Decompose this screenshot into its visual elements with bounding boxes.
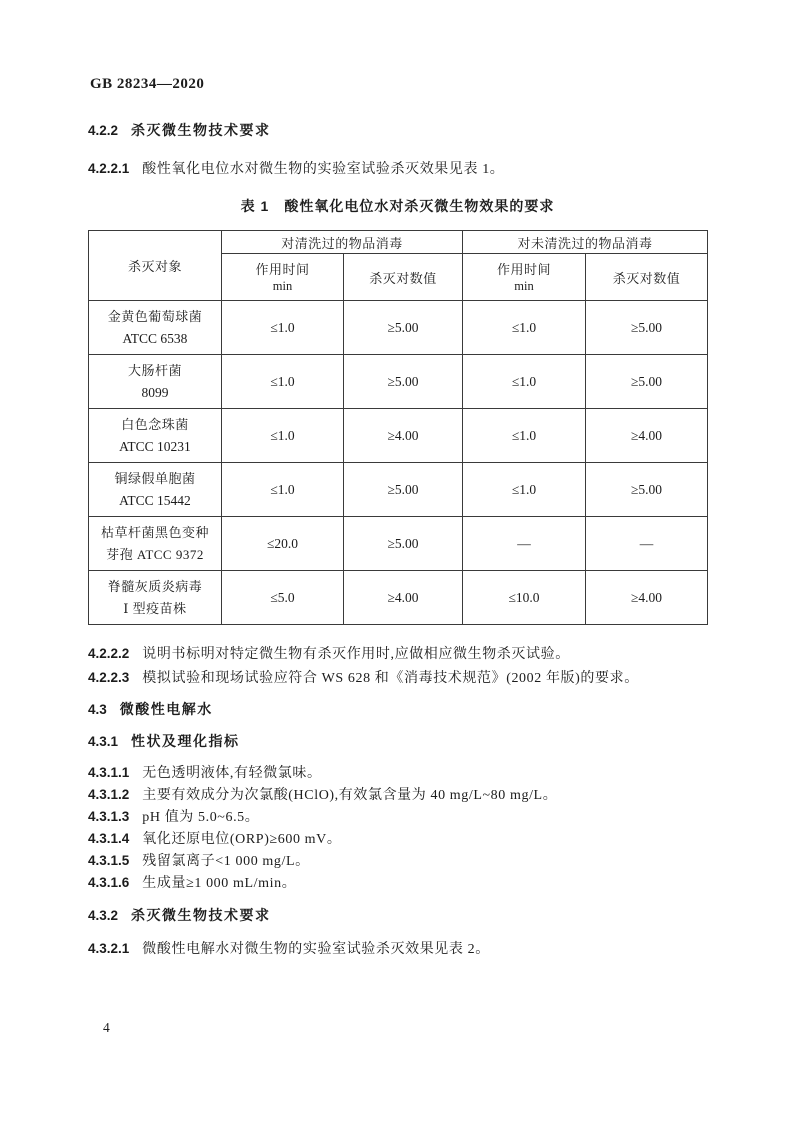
table-row — [89, 571, 708, 625]
clause-text: 杀灭微生物技术要求 — [131, 907, 271, 923]
clause-number: 4.3.1.2 — [88, 787, 130, 802]
cleaned-time: ≤1.0 — [222, 409, 344, 463]
clause-number: 4.3.2.1 — [88, 941, 130, 956]
clause-number: 4.2.2.2 — [88, 646, 130, 661]
uncleaned-time: ≤1.0 — [463, 409, 586, 463]
uncleaned-time: ≤10.0 — [463, 571, 586, 625]
clause-number: 4.3.1 — [88, 734, 119, 749]
organism-cell — [89, 571, 222, 625]
header-group-cleaned: 对清洗过的物品消毒 — [222, 231, 463, 254]
table-row — [89, 355, 708, 409]
organism-cell — [89, 517, 222, 571]
cleaned-log: ≥5.00 — [344, 355, 463, 409]
clause-text: 酸性氧化电位水对微生物的实验室试验杀灭效果见表 1。 — [142, 162, 505, 177]
clause-4.2.2.1 — [88, 160, 713, 179]
clause-text: 性状及理化指标 — [131, 733, 240, 749]
clause-text: 氧化还原电位(ORP)≥600 mV。 — [142, 832, 342, 847]
cleaned-time: ≤20.0 — [222, 517, 344, 571]
clause-text: 模拟试验和现场试验应符合 WS 628 和《消毒技术规范》(2002 年版)的要求。 — [142, 671, 639, 686]
clause-number: 4.2.2 — [88, 123, 119, 138]
clause-text: 残留氯离子<1 000 mg/L。 — [142, 854, 310, 869]
clause-number: 4.2.2.1 — [88, 161, 130, 176]
header-time-cleaned — [222, 254, 344, 301]
cleaned-time: ≤5.0 — [222, 571, 344, 625]
organism-name: 铜绿假单胞菌 — [114, 470, 196, 486]
clause-4.3.2-heading — [88, 906, 713, 926]
clause-text: pH 值为 5.0~6.5。 — [142, 810, 260, 825]
clause-4.2.2.2 — [88, 645, 713, 664]
clause-4.3.1.5 — [88, 852, 713, 871]
uncleaned-log: — — [586, 517, 708, 571]
uncleaned-log: ≥5.00 — [586, 355, 708, 409]
organism-cell — [89, 463, 222, 517]
clause-number: 4.2.2.3 — [88, 670, 130, 685]
cleaned-log: ≥4.00 — [344, 571, 463, 625]
organism-cell — [89, 409, 222, 463]
uncleaned-time: ≤1.0 — [463, 355, 586, 409]
header-log-uncleaned: 杀灭对数值 — [586, 254, 708, 301]
table1-disinfection-requirements — [88, 230, 708, 625]
organism-strain: ATCC 10231 — [119, 438, 191, 454]
clause-text: 微酸性电解水对微生物的实验室试验杀灭效果见表 2。 — [142, 942, 490, 957]
clause-text: 无色透明液体,有轻微氯味。 — [142, 766, 322, 781]
table-row — [89, 301, 708, 355]
clause-text: 微酸性电解水 — [119, 701, 213, 717]
clause-4.3.1.6 — [88, 874, 713, 893]
clause-text: 主要有效成分为次氯酸(HClO),有效氯含量为 40 mg/L~80 mg/L。 — [142, 788, 558, 803]
organism-strain: ATCC 6538 — [122, 330, 188, 346]
organism-strain: 芽孢 ATCC 9372 — [106, 546, 204, 562]
clause-4.2.2.3 — [88, 669, 713, 688]
table-row — [89, 517, 708, 571]
organism-name: 大肠杆菌 — [127, 362, 182, 378]
uncleaned-log: ≥4.00 — [586, 409, 708, 463]
clause-text: 生成量≥1 000 mL/min。 — [142, 876, 297, 891]
clause-number: 4.3.1.6 — [88, 875, 130, 890]
organism-strain: Ⅰ 型疫苗株 — [123, 600, 187, 616]
organism-cell — [89, 355, 222, 409]
uncleaned-time: — — [463, 517, 586, 571]
header-time-unit: min — [514, 279, 534, 293]
clause-number: 4.3.1.1 — [88, 765, 130, 780]
organism-name: 金黄色葡萄球菌 — [107, 308, 203, 324]
cleaned-log: ≥4.00 — [344, 409, 463, 463]
clause-4.3-heading — [88, 700, 713, 720]
uncleaned-log: ≥5.00 — [586, 301, 708, 355]
uncleaned-time: ≤1.0 — [463, 463, 586, 517]
header-time-unit: min — [272, 279, 293, 293]
uncleaned-time: ≤1.0 — [463, 301, 586, 355]
table-row — [89, 463, 708, 517]
header-time-uncleaned — [463, 254, 586, 301]
cleaned-time: ≤1.0 — [222, 301, 344, 355]
clause-4.3.1.1 — [88, 764, 713, 783]
clause-number: 4.3 — [88, 702, 107, 717]
organism-name: 枯草杆菌黑色变种 — [100, 524, 209, 540]
clause-text: 说明书标明对特定微生物有杀灭作用时,应做相应微生物杀灭试验。 — [142, 647, 570, 662]
cleaned-log: ≥5.00 — [344, 301, 463, 355]
table-row-group-header — [89, 231, 708, 254]
clause-4.3.2.1 — [88, 940, 713, 959]
standard-number-header: GB 28234—2020 — [90, 76, 205, 92]
uncleaned-log: ≥4.00 — [586, 571, 708, 625]
organism-cell — [89, 301, 222, 355]
clause-4.3.1.2 — [88, 786, 713, 805]
clause-number: 4.3.1.4 — [88, 831, 130, 846]
header-time-label: 作用时间 — [497, 262, 552, 277]
clause-4.2.2-heading — [88, 121, 713, 141]
organism-strain: ATCC 15442 — [119, 492, 191, 508]
header-log-cleaned: 杀灭对数值 — [344, 254, 463, 301]
clause-number: 4.3.1.3 — [88, 809, 130, 824]
clause-number: 4.3.2 — [88, 908, 119, 923]
table1-title: 表 1 酸性氧化电位水对杀灭微生物效果的要求 — [240, 198, 555, 214]
clause-4.3.1.3 — [88, 808, 713, 827]
organism-strain: 8099 — [141, 384, 169, 400]
cleaned-log: ≥5.00 — [344, 463, 463, 517]
cleaned-log: ≥5.00 — [344, 517, 463, 571]
header-time-label: 作用时间 — [255, 262, 310, 277]
clause-4.3.1-heading — [88, 732, 713, 752]
page-number: 4 — [103, 1020, 110, 1035]
uncleaned-log: ≥5.00 — [586, 463, 708, 517]
cleaned-time: ≤1.0 — [222, 355, 344, 409]
header-group-uncleaned: 对未清洗过的物品消毒 — [463, 231, 708, 254]
cleaned-time: ≤1.0 — [222, 463, 344, 517]
organism-name: 白色念珠菌 — [121, 416, 189, 432]
organism-name: 脊髓灰质炎病毒 — [107, 578, 203, 594]
header-target: 杀灭对象 — [89, 231, 222, 301]
clause-number: 4.3.1.5 — [88, 853, 130, 868]
table-row — [89, 409, 708, 463]
clause-text: 杀灭微生物技术要求 — [131, 122, 271, 138]
clause-4.3.1.4 — [88, 830, 713, 849]
